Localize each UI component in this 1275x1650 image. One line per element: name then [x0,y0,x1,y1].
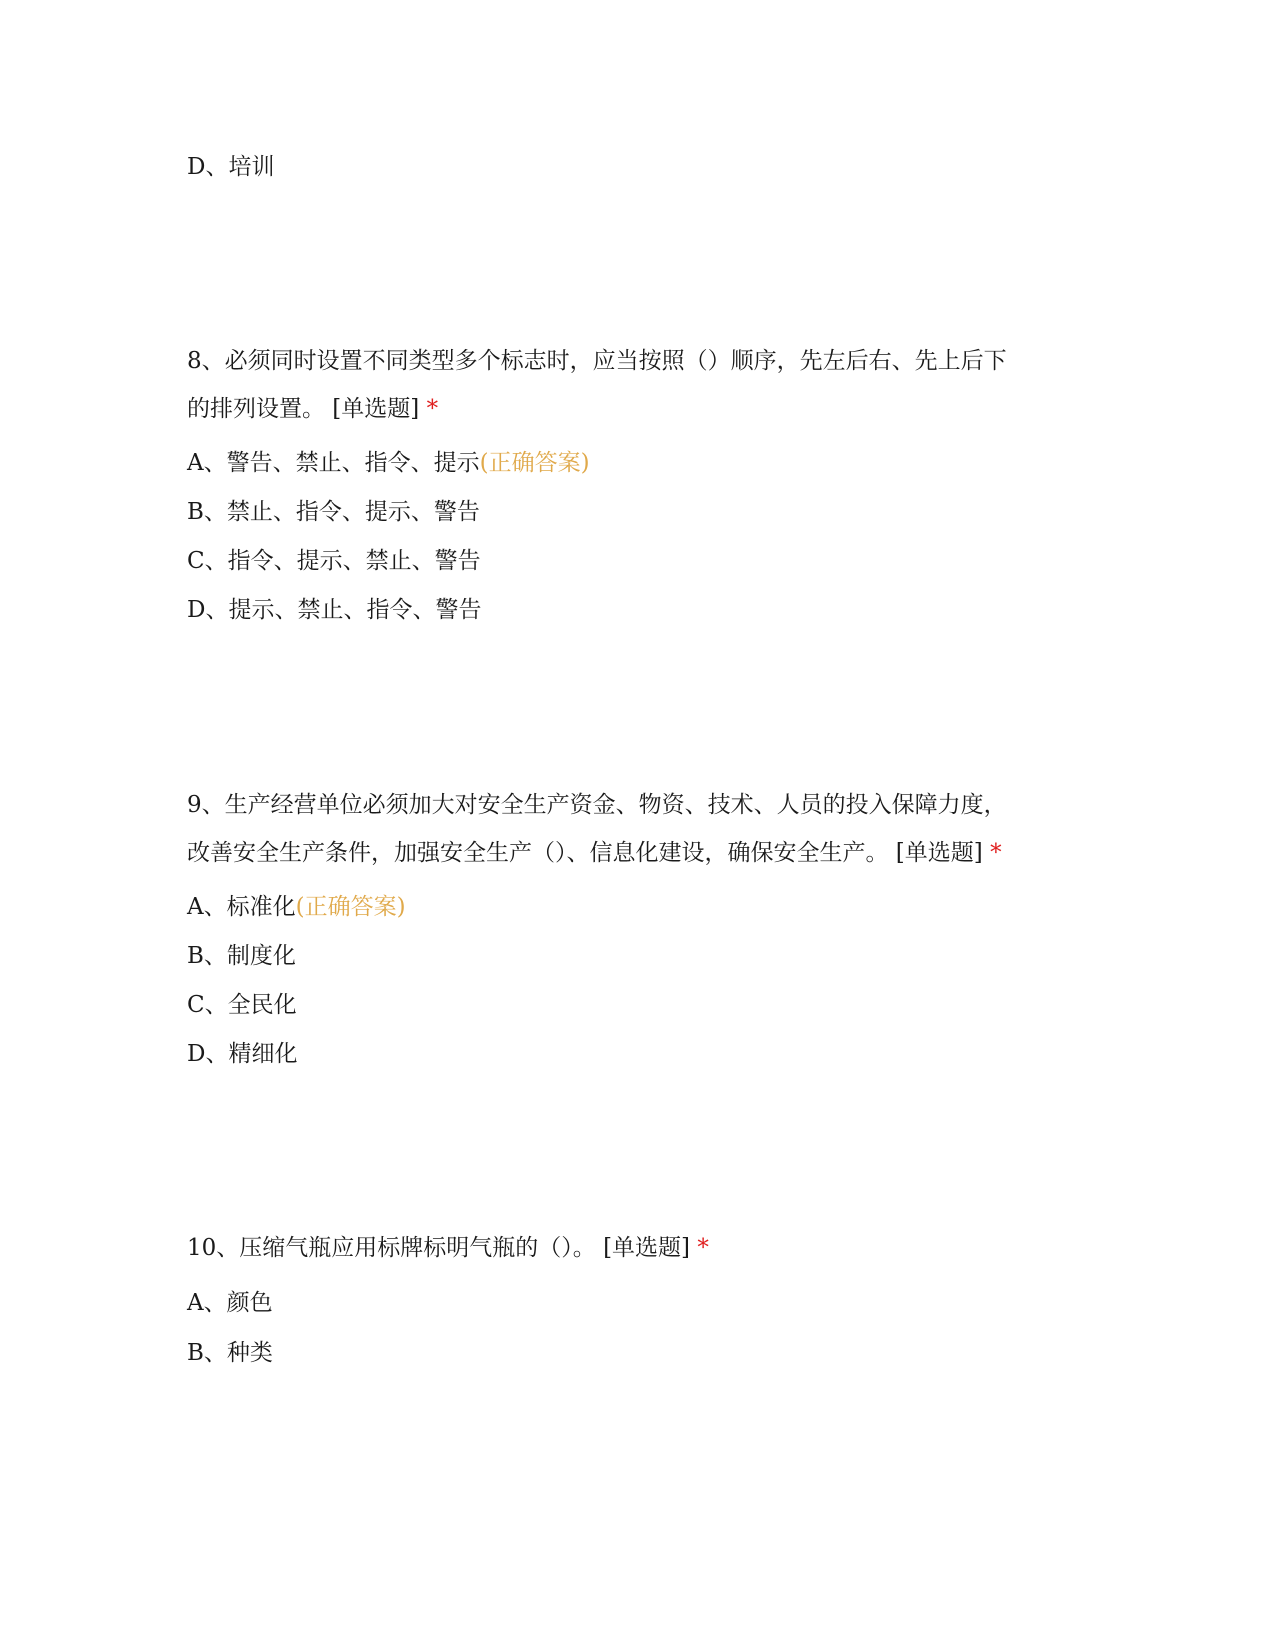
option-c [187,990,297,1020]
option-text: B、种类 [187,1340,273,1366]
option-text: B、制度化 [187,943,296,969]
stem-line-2-text: 改善安全生产条件，加强安全生产（）、信息化建设，确保安全生产。 [单选题] [187,840,983,866]
option-b [187,497,480,527]
option-d [187,595,481,625]
option-text: B、禁止、指令、提示、警告 [187,499,480,525]
option-a [187,448,590,478]
stem-line-2-text: 的排列设置。 [单选题] [187,396,420,422]
option-b [187,941,296,971]
option-d-prev [187,152,274,182]
option-d [187,1039,297,1069]
option-text: D、提示、禁止、指令、警告 [187,597,482,623]
stem-line-1: 9、生产经营单位必须加大对安全生产资金、物资、技术、人员的投入保障力度， [187,792,1007,818]
option-text: A、颜色 [187,1290,273,1316]
option-b [187,1338,273,1368]
correct-answer-note: (正确答案) [479,450,590,476]
stem-line-2 [187,385,1087,433]
question-stem [187,781,1087,877]
option-text: A、警告、禁止、指令、提示 [187,450,480,476]
option-a [187,892,406,922]
required-mark: * [697,1235,709,1261]
required-mark: * [426,396,439,422]
stem-line-1: 8、必须同时设置不同类型多个标志时，应当按照（）顺序，先左后右、先上后下 [187,348,1007,374]
stem-line-2 [187,829,1087,877]
option-text: D、精细化 [187,1041,298,1067]
option-text: D、培训 [187,154,275,180]
option-text: A、标准化 [187,894,296,920]
option-a [187,1288,273,1318]
stem-line-1: 10、压缩气瓶应用标牌标明气瓶的（）。 [单选题] [187,1235,691,1261]
question-stem [187,1233,709,1263]
question-stem [187,337,1087,433]
required-mark: * [990,840,1002,866]
option-text: C、全民化 [187,992,297,1018]
option-text: C、指令、提示、禁止、警告 [187,548,481,574]
option-c [187,546,481,576]
correct-answer-note: (正确答案) [295,894,406,920]
